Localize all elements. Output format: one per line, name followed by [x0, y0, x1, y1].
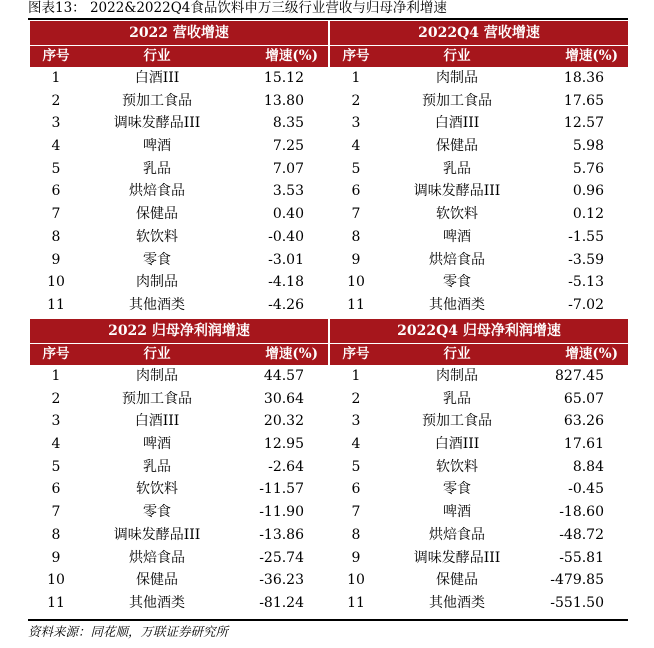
- cell-rank: 3: [351, 115, 361, 132]
- cell-growth: 30.64: [263, 390, 304, 407]
- table-title: 2022 归母净利润增速: [30, 319, 328, 343]
- cell-rank: 2: [351, 390, 361, 407]
- table-block-3: [30, 319, 328, 615]
- table-row: [30, 569, 328, 592]
- cell-growth: 3.53: [272, 183, 304, 200]
- cell-industry: 调味发酵品III: [113, 526, 201, 543]
- table-row: [30, 203, 328, 226]
- cell-growth: -36.23: [259, 572, 304, 589]
- table-title: 2022Q4 营收增速: [330, 21, 628, 45]
- cell-growth: 5.98: [572, 138, 604, 155]
- table-row: [330, 90, 628, 113]
- cell-industry: 保健品: [436, 138, 478, 155]
- cell-rank: 11: [347, 594, 365, 611]
- cell-rank: 4: [351, 138, 361, 155]
- table-row: [30, 226, 328, 249]
- column-header-row: [330, 45, 628, 67]
- cell-growth: 12.95: [263, 436, 304, 453]
- table-row: [330, 501, 628, 524]
- table-row: [30, 67, 328, 90]
- column-header-industry: 行业: [443, 48, 471, 64]
- cell-industry: 预加工食品: [122, 390, 192, 407]
- cell-industry: 乳品: [443, 390, 471, 407]
- cell-industry: 软饮料: [136, 481, 178, 498]
- cell-rank: 5: [351, 458, 361, 475]
- cell-industry: 烘焙食品: [429, 526, 485, 543]
- cell-industry: 其他酒类: [429, 594, 485, 611]
- table-row: [330, 158, 628, 181]
- cell-rank: 10: [47, 572, 65, 589]
- table-row: [330, 478, 628, 501]
- cell-rank: 5: [351, 160, 361, 177]
- cell-rank: 5: [51, 160, 61, 177]
- table-row: [30, 135, 328, 158]
- cell-growth: -81.24: [259, 594, 304, 611]
- cell-growth: -3.59: [568, 251, 604, 268]
- table-row: [30, 158, 328, 181]
- table-row: [30, 365, 328, 388]
- cell-growth: 20.32: [263, 413, 304, 430]
- table-row: [30, 547, 328, 570]
- cell-growth: 8.35: [272, 115, 304, 132]
- cell-growth: 17.61: [563, 436, 604, 453]
- cell-rank: 4: [51, 436, 61, 453]
- cell-industry: 零食: [143, 251, 171, 268]
- cell-growth: -48.72: [559, 526, 604, 543]
- column-header-industry: 行业: [443, 346, 471, 362]
- cell-industry: 调味发酵品III: [413, 183, 501, 200]
- cell-rank: 11: [347, 296, 365, 313]
- table-row: [30, 271, 328, 294]
- column-header-row: [30, 45, 328, 67]
- column-header-rank: 序号: [42, 346, 70, 362]
- cell-growth: -5.13: [568, 274, 604, 291]
- column-header-growth: 增速(%): [565, 48, 618, 64]
- source-note: 资料来源：同花顺，万联证券研究所: [28, 624, 229, 639]
- cell-growth: -479.85: [550, 572, 604, 589]
- cell-growth: 17.65: [563, 92, 604, 109]
- cell-rank: 9: [351, 251, 361, 268]
- cell-industry: 肉制品: [136, 368, 178, 384]
- table-row: [330, 547, 628, 570]
- cell-rank: 3: [51, 115, 61, 132]
- table-row: [330, 67, 628, 90]
- table-row: [330, 410, 628, 433]
- cell-industry: 预加工食品: [122, 92, 192, 109]
- cell-rank: 1: [51, 368, 61, 384]
- cell-industry: 白酒III: [134, 413, 180, 430]
- table-row: [330, 112, 628, 135]
- cell-growth: 0.12: [572, 206, 604, 223]
- table-row: [30, 90, 328, 113]
- cell-rank: 10: [47, 274, 65, 291]
- table-row: [30, 592, 328, 615]
- cell-growth: -13.86: [259, 526, 304, 543]
- table-row: [30, 112, 328, 135]
- table-row: [330, 249, 628, 272]
- cell-growth: -55.81: [559, 549, 604, 566]
- cell-rank: 6: [51, 183, 61, 200]
- table-row: [330, 388, 628, 411]
- column-header-row: [30, 343, 328, 365]
- cell-industry: 烘焙食品: [129, 549, 185, 566]
- cell-rank: 2: [51, 92, 61, 109]
- cell-rank: 5: [51, 458, 61, 475]
- cell-industry: 调味发酵品III: [413, 549, 501, 566]
- cell-industry: 乳品: [143, 160, 171, 177]
- cell-rank: 9: [51, 251, 61, 268]
- table-row: [30, 478, 328, 501]
- cell-rank: 7: [351, 206, 361, 223]
- cell-industry: 肉制品: [136, 274, 178, 291]
- table-row: [330, 203, 628, 226]
- cell-rank: 1: [351, 368, 361, 384]
- cell-rank: 11: [47, 594, 65, 611]
- cell-industry: 啤酒: [443, 504, 471, 521]
- cell-rank: 9: [351, 549, 361, 566]
- cell-industry: 软饮料: [136, 228, 178, 245]
- cell-rank: 9: [51, 549, 61, 566]
- cell-industry: 软饮料: [436, 206, 478, 223]
- cell-industry: 零食: [143, 504, 171, 521]
- column-header-rank: 序号: [342, 48, 370, 64]
- cell-industry: 肉制品: [436, 70, 478, 86]
- cell-rank: 8: [351, 228, 361, 245]
- cell-industry: 零食: [443, 274, 471, 291]
- bottom-rule: [28, 619, 628, 621]
- cell-growth: -1.55: [568, 228, 604, 245]
- cell-industry: 预加工食品: [422, 413, 492, 430]
- cell-growth: -2.64: [268, 458, 304, 475]
- cell-industry: 烘焙食品: [429, 251, 485, 268]
- cell-industry: 白酒III: [134, 70, 180, 86]
- column-header-industry: 行业: [143, 48, 171, 64]
- table-block-2: [330, 21, 628, 317]
- figure-title: 图表13： 2022&2022Q4食品饮料申万三级行业营收与归母净利增速: [28, 0, 447, 16]
- cell-growth: -7.02: [568, 296, 604, 313]
- table-row: [330, 592, 628, 615]
- table-block-1: [30, 21, 328, 317]
- column-header-growth: 增速(%): [565, 346, 618, 362]
- cell-rank: 8: [51, 526, 61, 543]
- table-row: [330, 135, 628, 158]
- cell-industry: 乳品: [443, 160, 471, 177]
- table-title: 2022Q4 归母净利润增速: [330, 319, 628, 343]
- table-row: [30, 524, 328, 547]
- cell-industry: 保健品: [436, 572, 478, 589]
- cell-growth: -4.26: [268, 296, 304, 313]
- cell-growth: -25.74: [259, 549, 304, 566]
- cell-rank: 1: [351, 70, 361, 86]
- cell-industry: 白酒III: [434, 115, 480, 132]
- cell-industry: 零食: [443, 481, 471, 498]
- cell-rank: 1: [51, 70, 61, 86]
- table-row: [30, 249, 328, 272]
- cell-industry: 预加工食品: [422, 92, 492, 109]
- cell-growth: -11.57: [259, 481, 304, 498]
- cell-rank: 3: [51, 413, 61, 430]
- cell-growth: -0.40: [268, 228, 304, 245]
- cell-industry: 保健品: [136, 572, 178, 589]
- table-block-4: [330, 319, 628, 615]
- cell-rank: 2: [351, 92, 361, 109]
- cell-industry: 软饮料: [436, 458, 478, 475]
- cell-growth: -4.18: [268, 274, 304, 291]
- cell-growth: 5.76: [572, 160, 604, 177]
- cell-industry: 白酒III: [434, 436, 480, 453]
- cell-growth: 7.25: [272, 138, 304, 155]
- cell-growth: -11.90: [259, 504, 304, 521]
- table-row: [30, 180, 328, 203]
- cell-industry: 啤酒: [143, 436, 171, 453]
- table-row: [330, 433, 628, 456]
- table-row: [330, 271, 628, 294]
- table-row: [330, 365, 628, 388]
- cell-industry: 其他酒类: [129, 594, 185, 611]
- column-header-growth: 增速(%): [265, 48, 318, 64]
- cell-growth: -551.50: [550, 594, 604, 611]
- cell-industry: 肉制品: [436, 368, 478, 384]
- cell-rank: 6: [351, 183, 361, 200]
- cell-rank: 8: [351, 526, 361, 543]
- top-rule: [28, 18, 628, 20]
- table-row: [330, 569, 628, 592]
- column-header-rank: 序号: [42, 48, 70, 64]
- cell-rank: 4: [351, 436, 361, 453]
- table-row: [330, 180, 628, 203]
- table-title: 2022 营收增速: [30, 21, 328, 45]
- cell-industry: 其他酒类: [129, 296, 185, 313]
- cell-growth: -3.01: [268, 251, 304, 268]
- cell-rank: 10: [347, 274, 365, 291]
- column-header-growth: 增速(%): [265, 346, 318, 362]
- cell-growth: -0.45: [568, 481, 604, 498]
- cell-rank: 4: [51, 138, 61, 155]
- cell-growth: 8.84: [572, 458, 604, 475]
- cell-rank: 10: [347, 572, 365, 589]
- cell-industry: 保健品: [136, 206, 178, 223]
- table-row: [30, 456, 328, 479]
- table-row: [330, 456, 628, 479]
- cell-rank: 3: [351, 413, 361, 430]
- table-row: [30, 388, 328, 411]
- cell-growth: 13.80: [263, 92, 304, 109]
- cell-rank: 7: [51, 206, 61, 223]
- cell-industry: 啤酒: [143, 138, 171, 155]
- column-header-row: [330, 343, 628, 365]
- column-header-industry: 行业: [143, 346, 171, 362]
- cell-industry: 烘焙食品: [129, 183, 185, 200]
- cell-industry: 啤酒: [443, 228, 471, 245]
- cell-growth: 12.57: [563, 115, 604, 132]
- cell-rank: 7: [51, 504, 61, 521]
- table-row: [330, 294, 628, 317]
- cell-growth: 7.07: [272, 160, 304, 177]
- cell-rank: 6: [51, 481, 61, 498]
- table-row: [330, 226, 628, 249]
- cell-industry: 调味发酵品III: [113, 115, 201, 132]
- column-header-rank: 序号: [342, 346, 370, 362]
- table-row: [30, 294, 328, 317]
- cell-growth: -18.60: [559, 504, 604, 521]
- cell-growth: 63.26: [563, 413, 604, 430]
- cell-growth: 18.36: [563, 70, 604, 86]
- cell-growth: 44.57: [263, 368, 304, 384]
- cell-rank: 2: [51, 390, 61, 407]
- cell-industry: 其他酒类: [429, 296, 485, 313]
- cell-growth: 827.45: [555, 368, 604, 384]
- table-row: [30, 433, 328, 456]
- cell-rank: 7: [351, 504, 361, 521]
- table-row: [30, 501, 328, 524]
- cell-growth: 65.07: [563, 390, 604, 407]
- cell-rank: 8: [51, 228, 61, 245]
- cell-growth: 15.12: [263, 70, 304, 86]
- cell-rank: 6: [351, 481, 361, 498]
- cell-growth: 0.96: [572, 183, 604, 200]
- table-row: [330, 524, 628, 547]
- cell-industry: 乳品: [143, 458, 171, 475]
- table-row: [30, 410, 328, 433]
- cell-rank: 11: [47, 296, 65, 313]
- cell-growth: 0.40: [272, 206, 304, 223]
